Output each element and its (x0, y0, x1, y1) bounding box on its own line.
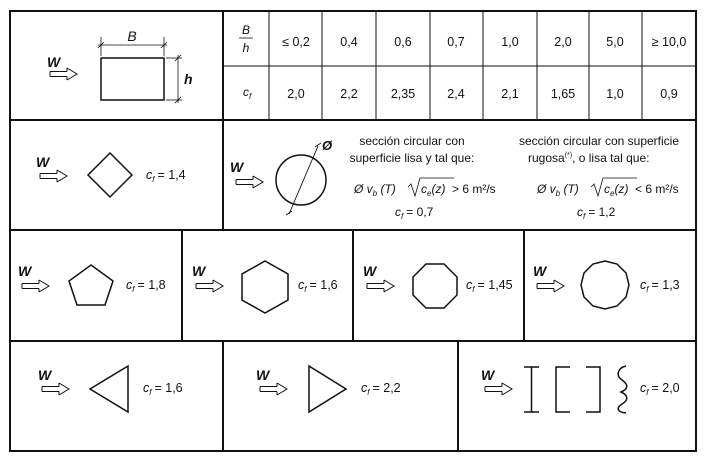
right-triangle-shape (309, 366, 346, 412)
octagon-cf: $c_f = 1,45$ (466, 278, 513, 294)
rough-formula-radicand: $c_e(z)$ (604, 182, 629, 198)
wind-label: W (533, 263, 547, 279)
width-label: B (127, 28, 137, 44)
wind-arrow-icon (485, 383, 512, 395)
rough-condition-line2: rugosa(*), o lisa tal que: (528, 151, 650, 165)
i-profile-icon (524, 367, 539, 412)
wind-label: W (481, 367, 495, 383)
wind-arrow-icon (236, 176, 263, 188)
ratio-header-numerator: B (241, 23, 251, 37)
ratio-cell: 0,4 (340, 35, 358, 49)
left-triangle-section-cell (38, 366, 183, 412)
smooth-condition-line2: superficie lisa y tal que: (349, 151, 475, 165)
circular-section-cell (230, 134, 679, 221)
rough-formula-limit: < 6 m²/s (635, 182, 679, 196)
height-label: h (184, 71, 193, 87)
ratio-cell: 5,0 (606, 35, 624, 49)
octagon-shape (413, 264, 457, 308)
smooth-formula-radicand: $c_e(z)$ (421, 182, 446, 198)
rectangle-section-cell (47, 28, 193, 103)
hexagon-cf: $c_f = 1,6$ (298, 278, 338, 294)
c-profile-left-icon (556, 367, 570, 412)
cf-value-cell: 2,1 (501, 87, 519, 101)
smooth-formula-limit: > 6 m²/s (452, 182, 496, 196)
dodecagon-shape (581, 261, 629, 309)
hexagon-section-cell (192, 261, 338, 313)
wind-arrow-icon (367, 280, 394, 292)
cf-value-cell: 2,0 (287, 87, 305, 101)
left-triangle-cf: $c_f = 1,6$ (143, 381, 183, 397)
cf-value-cell: 0,9 (660, 87, 678, 101)
cf-value-cell: 2,4 (447, 87, 465, 101)
ratio-table (239, 23, 686, 101)
ratio-cell: ≤ 0,2 (282, 35, 310, 49)
ratio-cell: 0,6 (394, 35, 412, 49)
circle-shape (276, 155, 326, 205)
wind-arrow-icon (537, 280, 564, 292)
diamond-shape (88, 153, 132, 197)
table-grid (10, 11, 696, 451)
wind-label: W (192, 263, 206, 279)
dodecagon-section-cell (533, 261, 680, 309)
rectangle-shape (101, 58, 164, 100)
smooth-condition-line1: sección circular con (359, 134, 465, 148)
cf-value-cell: 2,2 (340, 87, 358, 101)
profiles-cf: $c_f = 2,0$ (640, 381, 680, 397)
wind-arrow-icon (40, 170, 67, 182)
ratio-cell: 2,0 (554, 35, 572, 49)
open-profiles-section-cell (481, 366, 680, 413)
right-triangle-cf: $c_f = 2,2$ (361, 381, 401, 397)
pentagon-cf: $c_f = 1,8$ (126, 278, 166, 294)
wind-arrow-icon (196, 280, 223, 292)
wind-arrow-icon (22, 280, 49, 292)
diamond-section-cell (36, 153, 186, 197)
rough-cf: $c_f = 1,2$ (577, 205, 616, 221)
c-profile-right-icon (586, 367, 600, 412)
left-triangle-shape (90, 366, 128, 412)
pentagon-shape (69, 265, 113, 305)
wind-label: W (256, 367, 270, 383)
wind-arrow-icon (260, 383, 287, 395)
wind-label: W (18, 263, 32, 279)
cf-value-cell: 1,0 (606, 87, 624, 101)
wind-label: W (363, 263, 377, 279)
cf-value-cell: 2,35 (390, 87, 416, 101)
pentagon-section-cell (18, 263, 166, 305)
ratio-header-denominator: h (242, 41, 250, 55)
dodecagon-cf: $c_f = 1,3$ (640, 278, 680, 294)
wind-arrow-icon (42, 383, 69, 395)
cf-value-cell: 1,65 (550, 87, 576, 101)
diamond-cf: $c_f = 1,4$ (146, 168, 186, 184)
right-triangle-section-cell (256, 366, 401, 412)
diameter-label: Ø (322, 138, 333, 153)
hexagon-shape (242, 261, 288, 313)
wind-label: W (47, 54, 61, 70)
wind-label: W (230, 159, 244, 175)
octagon-section-cell (363, 263, 513, 308)
rough-formula: Ø $v_b$ (T) (537, 182, 579, 198)
smooth-formula: Ø $v_b$ (T) (354, 182, 396, 198)
smooth-cf: $c_f = 0,7$ (395, 205, 434, 221)
ratio-cell: 0,7 (447, 35, 465, 49)
cf-row-header: $c_f$ (243, 85, 252, 101)
wind-label: W (36, 154, 50, 170)
wind-label: W (38, 367, 52, 383)
rough-condition-line1: sección circular con superficie (518, 134, 680, 148)
ratio-cell: 1,0 (501, 35, 519, 49)
z-profile-icon (618, 366, 627, 413)
ratio-cell: ≥ 10,0 (651, 35, 687, 49)
